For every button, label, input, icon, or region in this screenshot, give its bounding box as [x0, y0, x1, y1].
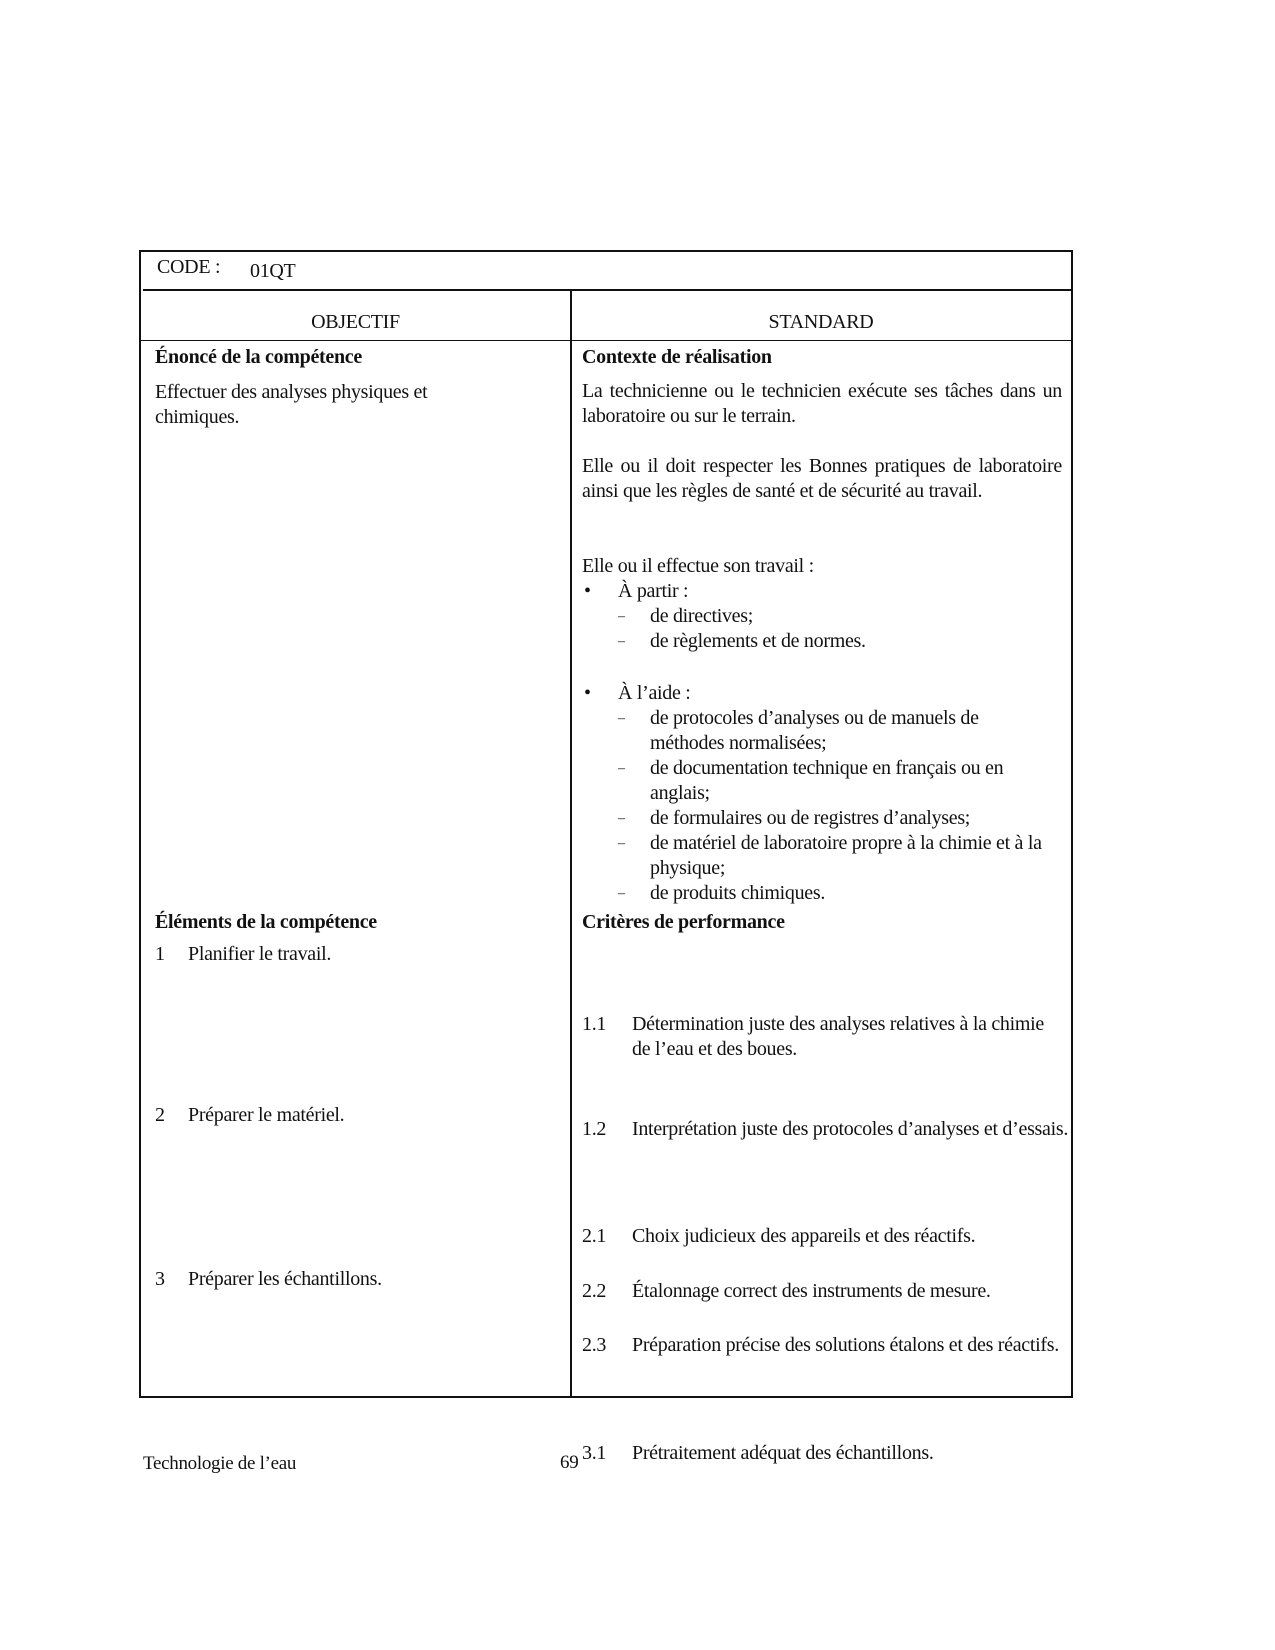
- contexte-title: Contexte de réalisation: [582, 346, 772, 368]
- page-number: 69: [560, 1452, 579, 1473]
- contexte-para: Elle ou il doit respecter les Bonnes pratiques de laboratoire ainsi que les règles de santé et de sécurité au travail.: [582, 455, 1062, 502]
- header-standard: STANDARD: [768, 311, 874, 333]
- elements-title: Éléments de la compétence: [155, 911, 377, 933]
- code-row-divider: [143, 289, 1073, 291]
- critere-item: 2.2 Étalonnage correct des instruments de mesure.: [582, 1280, 991, 1302]
- dash-item: – de protocoles d’analyses ou de manuels de méthodes normalisées;: [618, 707, 979, 754]
- column-divider: [570, 290, 572, 1396]
- contexte-intro: Elle ou il effectue son travail :: [582, 555, 814, 577]
- dash-item: – de matériel de laboratoire propre à la chimie et à la physique;: [618, 832, 1042, 879]
- code-value: 01QT: [250, 260, 296, 282]
- header-row-divider: [141, 340, 1073, 341]
- critere-item: 2.3 Préparation précise des solutions étalons et des réactifs.: [582, 1334, 1059, 1356]
- enonce-text: Effectuer des analyses physiques et chimiques.: [155, 381, 428, 428]
- element-item: 2 Préparer le matériel.: [155, 1104, 345, 1126]
- dash-item: – de formulaires ou de registres d’analyses;: [618, 807, 971, 829]
- contexte-para: La technicienne ou le technicien exécute ses tâches dans un laboratoire ou sur le terrain.: [582, 380, 1062, 427]
- critere-item: 3.1 Prétraitement adéquat des échantillons.: [582, 1442, 934, 1464]
- dash-item: – de règlements et de normes.: [618, 630, 866, 652]
- dash-item: – de produits chimiques.: [618, 882, 826, 904]
- criteres-title: Critères de performance: [582, 911, 785, 933]
- enonce-title: Énoncé de la compétence: [155, 346, 362, 368]
- table-border-bottom: [139, 1396, 1073, 1398]
- critere-item: 2.1 Choix judicieux des appareils et des réactifs.: [582, 1225, 976, 1247]
- table-border-top: [139, 250, 1073, 252]
- bullet-item: • À l’aide :: [584, 682, 691, 704]
- contexte-list: [582, 554, 1062, 906]
- element-item: 1 Planifier le travail.: [155, 943, 332, 965]
- dash-item: – de directives;: [618, 605, 753, 627]
- footer-title: Technologie de l’eau: [143, 1453, 297, 1474]
- bullet-item: • À partir :: [584, 580, 689, 602]
- critere-item: 1.2 Interprétation juste des protocoles d’analyses et d’essais.: [582, 1118, 1069, 1140]
- element-item: 3 Préparer les échantillons.: [155, 1268, 382, 1290]
- code-label: CODE :: [157, 256, 221, 278]
- critere-item: 1.1 Détermination juste des analyses relatives à la chimie de l’eau et des boues.: [582, 1013, 1044, 1060]
- table-border-left: [139, 250, 141, 1398]
- header-objectif: OBJECTIF: [311, 311, 400, 333]
- dash-item: – de documentation technique en français ou en anglais;: [618, 757, 1004, 804]
